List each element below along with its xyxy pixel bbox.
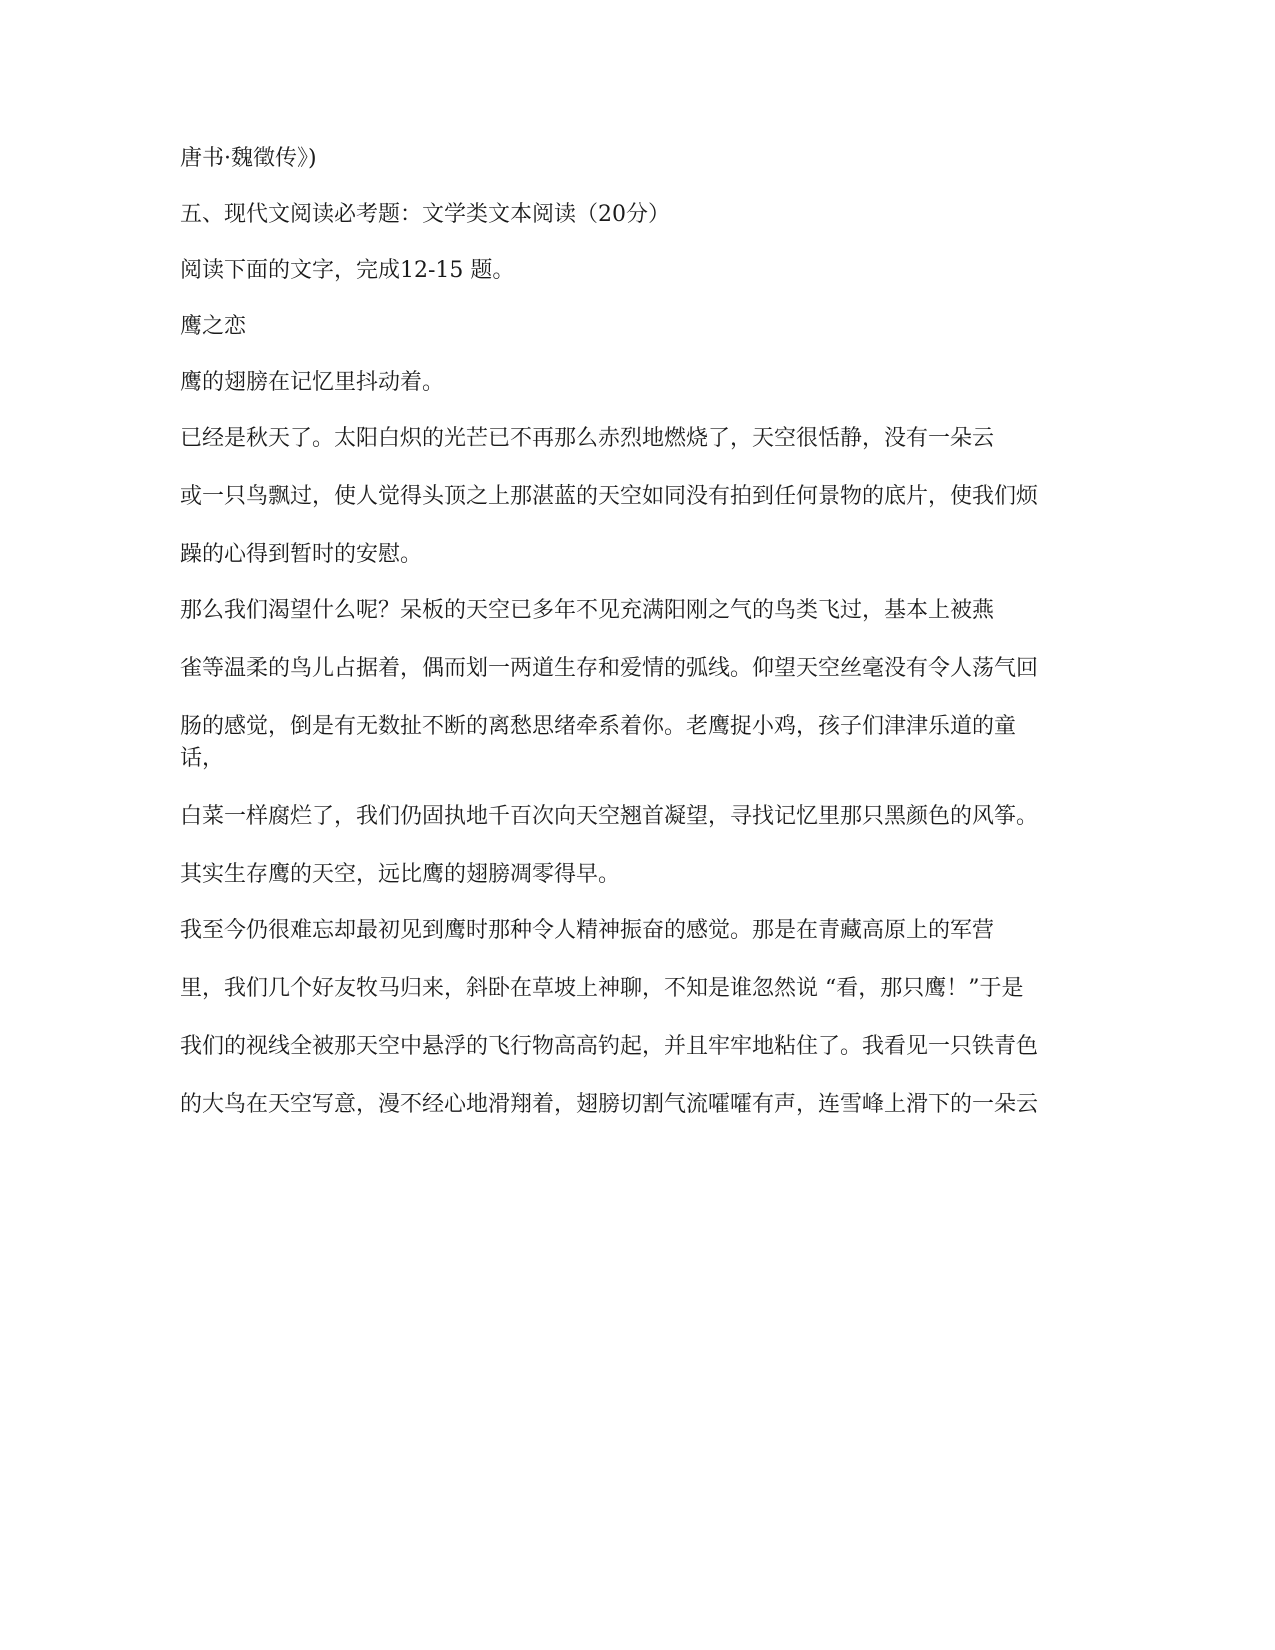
paragraph: 鹰的翅膀在记忆里抖动着。 <box>180 370 445 395</box>
paragraph-source-citation: 唐书·魏徵传》) <box>180 146 317 171</box>
paragraph: 肠的感觉，倒是有无数扯不断的离愁思绪牵系着你。老鹰捉小鸡，孩子们津津乐道的童话， <box>180 714 1017 771</box>
article-title: 鹰之恋 <box>180 314 247 339</box>
paragraph: 的大鸟在天空写意，漫不经心地滑翔着，翅膀切割气流嚯嚯有声，连雪峰上滑下的一朵云 <box>180 1092 1039 1117</box>
paragraph: 或一只鸟飘过，使人觉得头顶之上那湛蓝的天空如同没有拍到任何景物的底片，使我们烦 <box>180 484 1039 509</box>
document-page <box>180 143 1050 1147</box>
paragraph: 那么我们渴望什么呢？呆板的天空已多年不见充满阳刚之气的鸟类飞过，基本上被燕 <box>180 598 995 623</box>
reading-instruction: 阅读下面的文字，完成12-15 题。 <box>180 258 515 283</box>
paragraph: 已经是秋天了。太阳白炽的光芒已不再那么赤烈地燃烧了，天空很恬静，没有一朵云 <box>180 426 995 451</box>
section-heading: 五、现代文阅读必考题：文学类文本阅读（20分） <box>180 202 670 227</box>
paragraph: 我们的视线全被那天空中悬浮的飞行物高高钓起，并且牢牢地粘住了。我看见一只铁青色 <box>180 1034 1039 1059</box>
paragraph: 其实生存鹰的天空，远比鹰的翅膀凋零得早。 <box>180 862 621 887</box>
paragraph: 雀等温柔的鸟儿占据着，偶而划一两道生存和爱情的弧线。仰望天空丝毫没有令人荡气回 <box>180 656 1039 681</box>
paragraph: 里，我们几个好友牧马归来，斜卧在草坡上神聊，不知是谁忽然说 “看，那只鹰！”于是 <box>180 976 1024 1001</box>
paragraph: 躁的心得到暂时的安慰。 <box>180 542 423 567</box>
paragraph: 白菜一样腐烂了，我们仍固执地千百次向天空翘首凝望，寻找记忆里那只黑颜色的风筝。 <box>180 804 1039 829</box>
paragraph: 我至今仍很难忘却最初见到鹰时那种令人精神振奋的感觉。那是在青藏高原上的军营 <box>180 918 995 943</box>
